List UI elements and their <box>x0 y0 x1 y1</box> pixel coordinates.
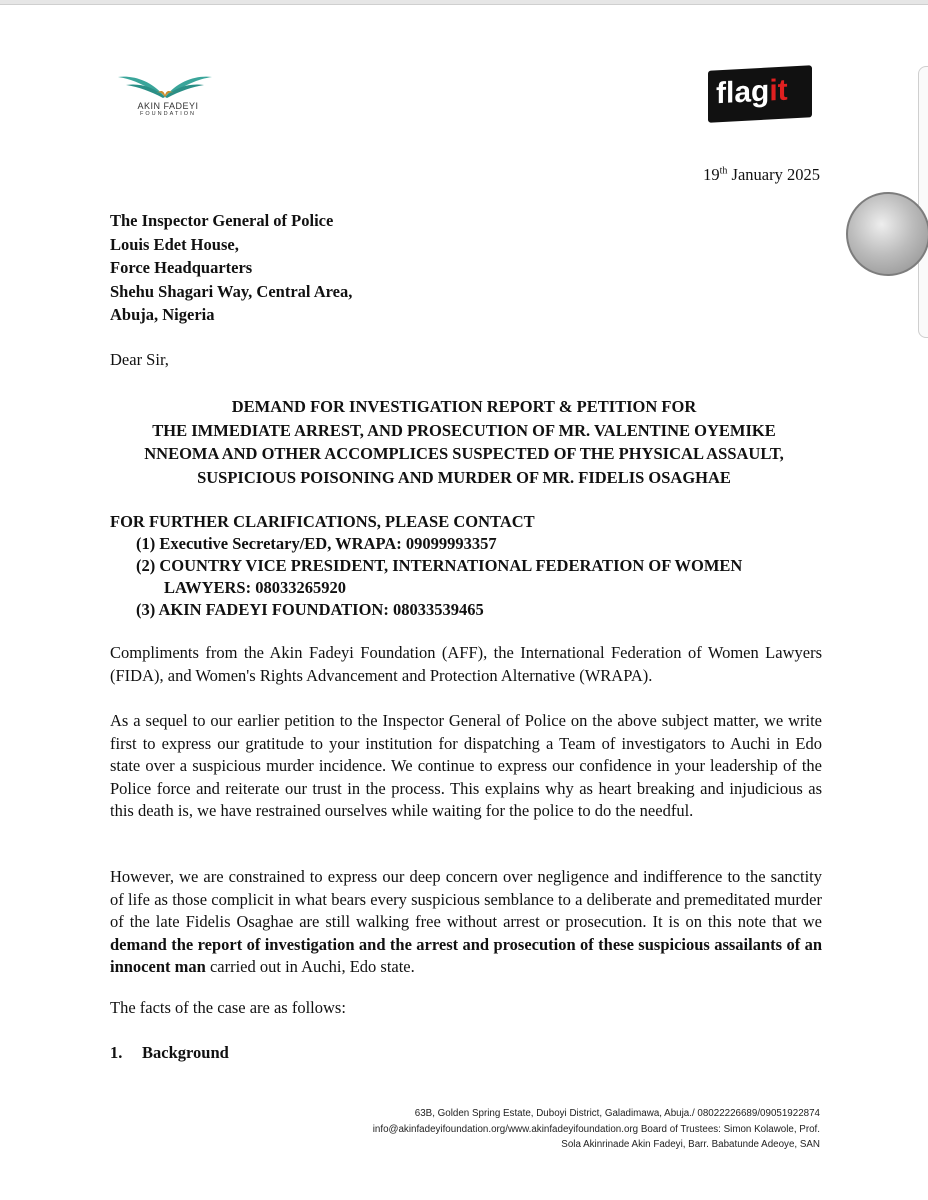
subject-heading <box>108 395 820 489</box>
letter-date <box>703 165 820 185</box>
contact-item: (2) COUNTRY VICE PRESIDENT, INTERNATIONAL FEDERATION OF WOMEN LAWYERS: 08033265920 <box>136 556 743 597</box>
side-panel-handle[interactable] <box>918 66 928 338</box>
paragraph-concern-demand: demand the report of investigation and the arrest and prosecution of these suspicious assailants of an innocent man <box>110 934 822 976</box>
letterhead-footer <box>260 1106 820 1153</box>
footer-line: info@akinfadeyifoundation.org/www.akinfadeyifoundation.org Board of Trustees: Simon Kolawole, Prof. <box>372 1123 820 1135</box>
assistive-touch-button[interactable] <box>846 192 928 276</box>
contact-heading: FOR FURTHER CLARIFICATIONS, PLEASE CONTACT <box>110 512 535 531</box>
flagit-logo <box>708 65 812 122</box>
logo-subtitle: FOUNDATION <box>140 111 196 117</box>
akin-fadeyi-foundation-logo <box>112 67 218 123</box>
section-heading-background <box>110 1043 229 1063</box>
paragraph-concern <box>110 866 822 979</box>
contact-item: (3) AKIN FADEYI FOUNDATION: 08033539465 <box>136 600 484 619</box>
addressee-line: Louis Edet House, <box>110 234 239 254</box>
flagit-suffix: it <box>769 73 788 108</box>
subject-line: THE IMMEDIATE ARREST, AND PROSECUTION OF MR. VALENTINE OYEMIKE <box>152 420 776 440</box>
date-day: 19 <box>703 165 720 184</box>
addressee-block <box>110 209 352 327</box>
subject-line: SUSPICIOUS POISONING AND MURDER OF MR. FIDELIS OSAGHAE <box>197 467 731 487</box>
document-page <box>0 5 928 1200</box>
paragraph-concern-end: carried out in Auchi, Edo state. <box>205 957 415 976</box>
paragraph-compliments: Compliments from the Akin Fadeyi Foundation (AFF), the International Federation of Women Lawyers (FIDA), and Women's Rights Advancement and Protection Alternative (WRAPA). <box>110 643 822 685</box>
addressee-line: Shehu Shagari Way, Central Area, <box>110 281 353 301</box>
flagit-wordmark <box>716 74 788 112</box>
logo-name: AKIN FADEYI <box>137 101 199 111</box>
footer-line: Sola Akinrinade Akin Fadeyi, Barr. Babatunde Adeoye, SAN <box>561 1139 820 1150</box>
addressee-line: Abuja, Nigeria <box>110 305 215 324</box>
flagit-prefix: flag <box>716 74 770 111</box>
contact-list <box>110 533 822 621</box>
subject-line: DEMAND FOR INVESTIGATION REPORT & PETITION FOR <box>231 397 697 416</box>
section-title: Background <box>142 1043 229 1062</box>
paragraph-concern-start: However, we are constrained to express our deep concern over negligence and indifference to the sanctity of life as those complicit in what bears every suspicious semblance to a deliberate and premeditated murder of the late Fidelis Osaghae are still walking free without arrest or prosecution. It is on this note that we <box>110 867 822 931</box>
addressee-line: The Inspector General of Police <box>110 211 334 230</box>
date-rest: January 2025 <box>731 165 820 184</box>
contact-block <box>110 511 822 621</box>
footer-line: 63B, Golden Spring Estate, Duboyi District, Galadimawa, Abuja./ 08022226689/09051922874 <box>414 1108 820 1119</box>
paragraph-sequel: As a sequel to our earlier petition to the Inspector General of Police on the above subject matter, we write first to express our gratitude to your institution for dispatching a Team of investigators to Auchi in Edo state over a suspicious murder incidence. We continue to express our confidence in your leadership of the Police force and reiterate our trust in the process. This explains why as heart breaking and injudicious as this death is, we have restrained ourselves while waiting for the police to do the needful. <box>110 711 822 820</box>
section-number: 1. <box>110 1043 123 1062</box>
paragraph-facts-intro: The facts of the case are as follows: <box>110 998 346 1017</box>
date-ordinal: th <box>719 165 728 177</box>
wings-icon <box>112 67 218 101</box>
addressee-line: Force Headquarters <box>110 258 253 277</box>
subject-line: NNEOMA AND OTHER ACCOMPLICES SUSPECTED OF THE PHYSICAL ASSAULT, <box>144 444 784 463</box>
contact-item: (1) Executive Secretary/ED, WRAPA: 09099993357 <box>136 534 497 553</box>
salutation: Dear Sir, <box>110 350 169 369</box>
